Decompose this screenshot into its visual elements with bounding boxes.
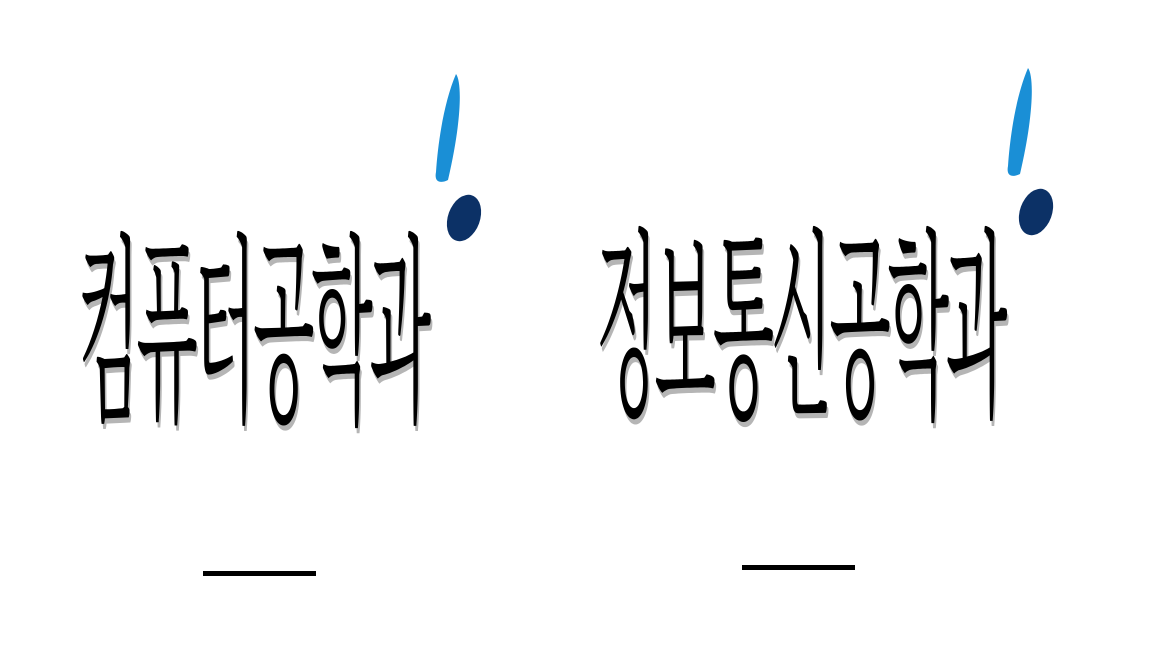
- leaf-icon: [1008, 68, 1032, 176]
- underline-divider: [742, 565, 855, 570]
- leaf-icon: [436, 74, 460, 182]
- underline-divider: [203, 571, 316, 576]
- department-name: 정보통신공학과: [596, 209, 1005, 448]
- leaf-dot-emblem-icon: [1002, 66, 1062, 256]
- dot-icon: [1013, 184, 1059, 240]
- leaf-dot-emblem-icon: [430, 72, 490, 262]
- logo-information-communication-engineering: [576, 0, 1152, 648]
- dot-icon: [441, 190, 487, 246]
- department-name: 컴퓨터공학과: [78, 214, 428, 453]
